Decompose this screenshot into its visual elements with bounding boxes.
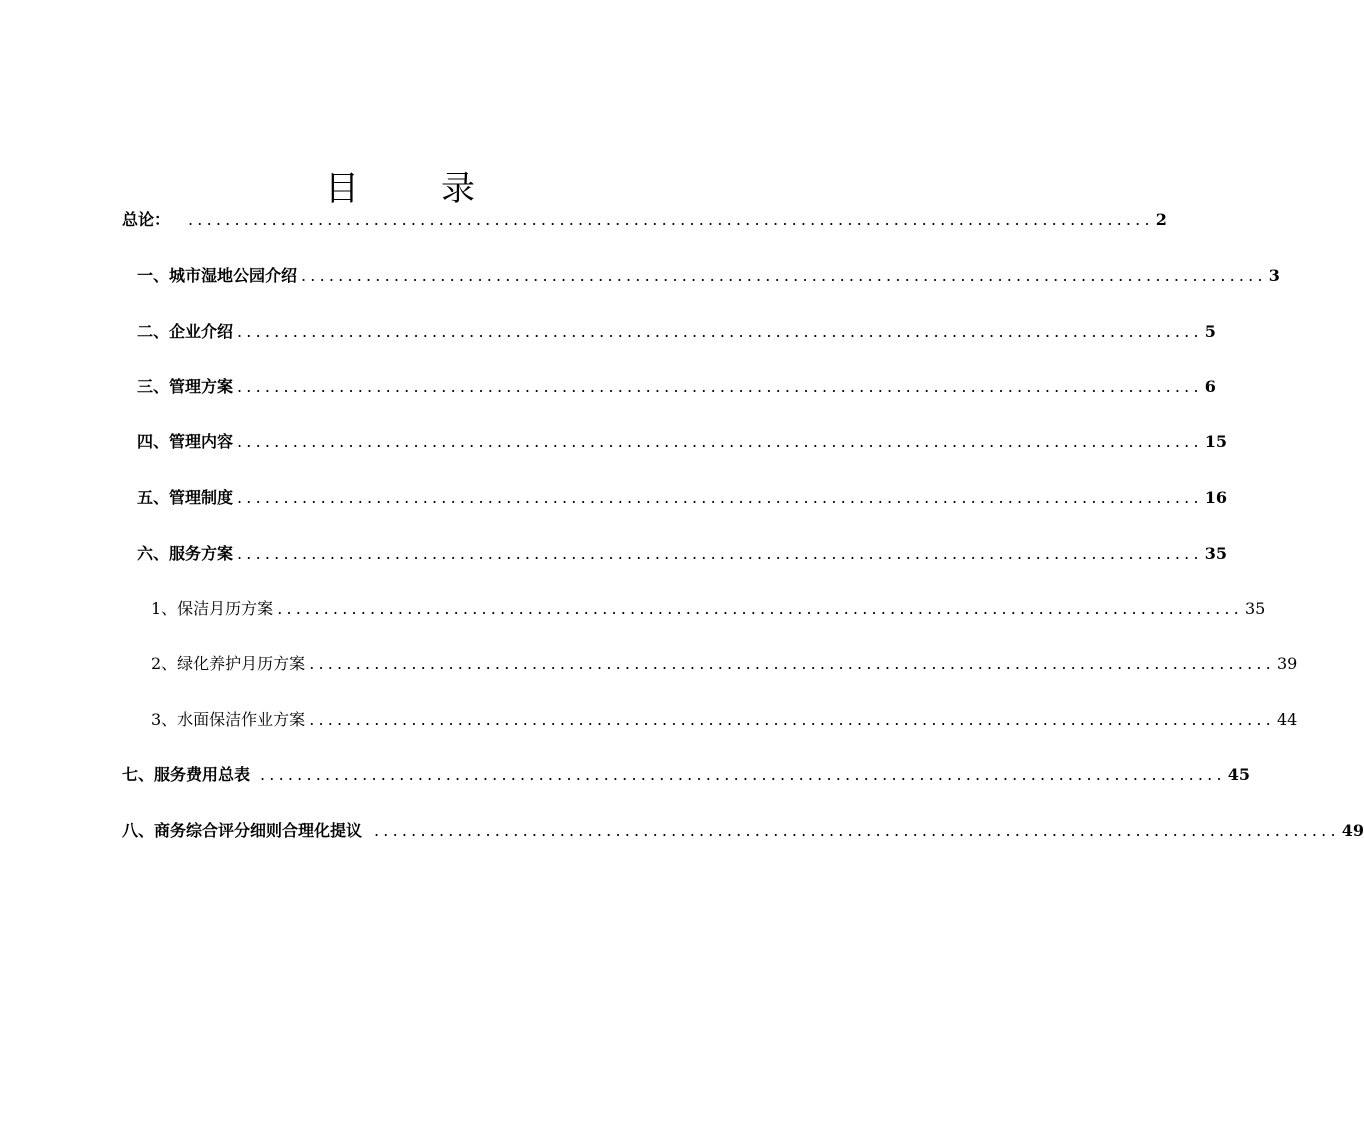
toc-leader-dots: ........................................................................................................ <box>260 765 1226 784</box>
toc-entry[interactable] <box>137 373 1216 401</box>
toc-entry-page: 15 <box>1204 432 1228 451</box>
toc-entry-label: 3、水面保洁作业方案 <box>151 710 306 729</box>
toc-entry-page: 44 <box>1276 710 1298 729</box>
toc-entry[interactable] <box>122 206 1167 234</box>
toc-entry[interactable] <box>137 428 1228 456</box>
toc-entry-label: 二、企业介绍 <box>137 322 234 341</box>
toc-leader-dots: ........................................................................................................ <box>309 710 1275 729</box>
toc-leader-dots: ........................................................................................................ <box>237 544 1203 563</box>
toc-entry-sub[interactable] <box>151 706 1298 734</box>
toc-leader-dots: ........................................................................................................ <box>277 599 1243 618</box>
toc-entry-page: 49 <box>1341 821 1364 840</box>
toc-entry-label: 1、保洁月历方案 <box>151 599 274 618</box>
toc-leader-dots: ........................................................................................................ <box>309 654 1275 673</box>
toc-leader-dots: ........................................................................................................ <box>237 488 1203 507</box>
toc-entry-label: 四、管理内容 <box>137 432 234 451</box>
toc-entry[interactable] <box>137 484 1228 512</box>
toc-entry-page: 16 <box>1204 488 1228 507</box>
toc-entry-label: 八、商务综合评分细则合理化提议 <box>122 821 363 840</box>
toc-entry-page: 35 <box>1244 599 1266 618</box>
toc-leader-dots: ........................................................................................................ <box>374 821 1340 840</box>
toc-entry-page: 39 <box>1276 654 1298 673</box>
toc-entry-page: 2 <box>1155 210 1167 229</box>
toc-entry-label: 六、服务方案 <box>137 544 234 563</box>
toc-entry-page: 35 <box>1204 544 1228 563</box>
toc-entry-label: 三、管理方案 <box>137 377 234 396</box>
toc-leader-dots: ........................................................................................................ <box>301 266 1267 285</box>
toc-entry-sub[interactable] <box>151 650 1298 678</box>
toc-entry-label: 总论： <box>122 210 171 229</box>
toc-entry-page: 45 <box>1227 765 1251 784</box>
toc-entry-page: 3 <box>1268 266 1280 285</box>
toc-leader-dots: ........................................................................................................ <box>188 210 1154 229</box>
toc-entry-label: 一、城市湿地公园介绍 <box>137 266 298 285</box>
toc-entry-page: 6 <box>1204 377 1216 396</box>
toc-leader-dots: ........................................................................................................ <box>237 432 1203 451</box>
toc-leader-dots: ........................................................................................................ <box>237 377 1203 396</box>
toc-entry[interactable] <box>122 817 1364 845</box>
toc-entry-label: 五、管理制度 <box>137 488 234 507</box>
toc-entry[interactable] <box>137 540 1228 568</box>
toc-title: 目 录 <box>325 168 499 209</box>
toc-entry-label: 2、绿化养护月历方案 <box>151 654 306 673</box>
toc-entry-page: 5 <box>1204 322 1216 341</box>
toc-entry[interactable] <box>137 262 1280 290</box>
toc-entry[interactable] <box>137 318 1216 346</box>
toc-entry[interactable] <box>122 761 1251 789</box>
toc-entry-label: 七、服务费用总表 <box>122 765 251 784</box>
toc-entry-sub[interactable] <box>151 595 1266 623</box>
toc-leader-dots: ........................................................................................................ <box>237 322 1203 341</box>
